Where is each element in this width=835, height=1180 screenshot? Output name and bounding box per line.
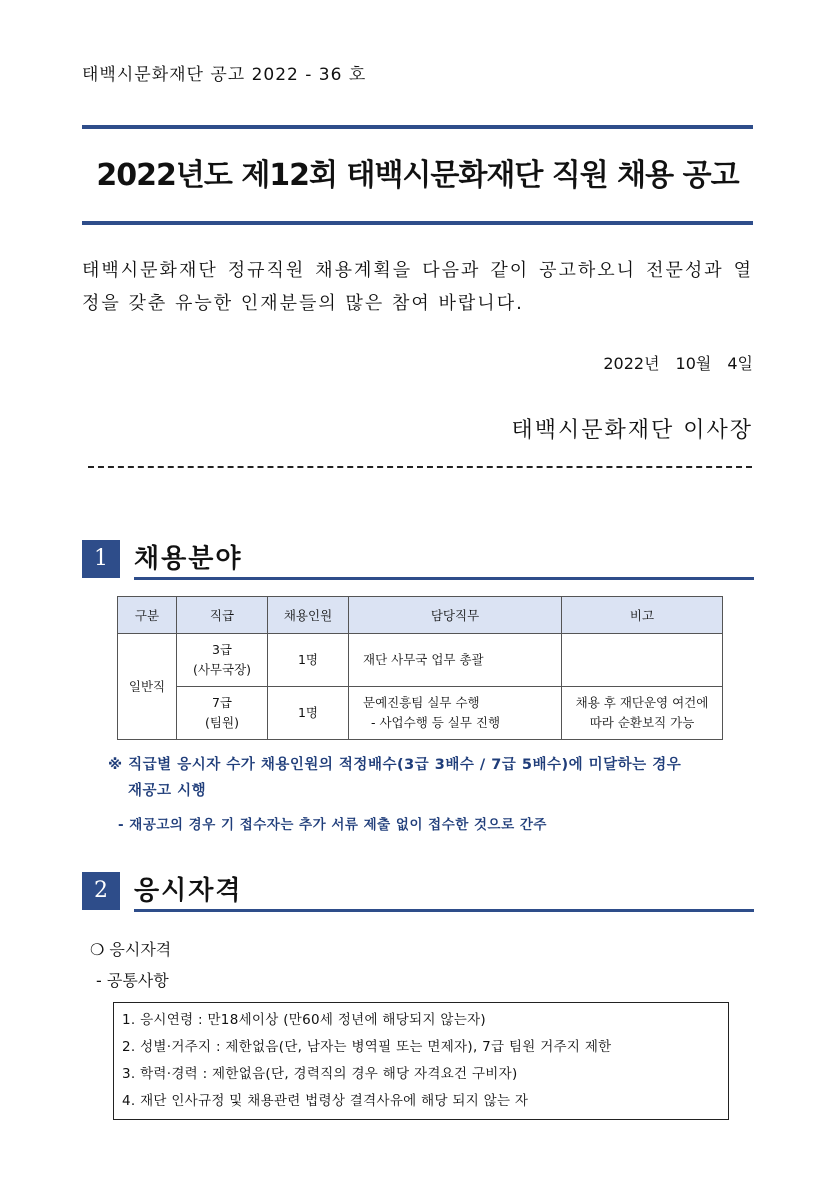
remark-cell <box>562 634 723 687</box>
reannouncement-subnote: - 재공고의 경우 기 접수자는 추가 서류 제출 없이 접수한 것으로 간주 <box>118 817 547 833</box>
section-underline <box>134 909 754 912</box>
count-cell: 1명 <box>268 634 349 687</box>
remark-subtext: 따라 순환보직 가능 <box>589 715 695 730</box>
duty-cell <box>349 687 562 740</box>
notice-number: 태백시문화재단 공고 2022 - 36 호 <box>82 65 367 85</box>
requirement-item: 3. 학력·경력 : 제한없음(단, 경력직의 경우 해당 자격요건 구비자) <box>122 1066 518 1082</box>
requirement-item: 2. 성별·거주지 : 제한없음(단, 남자는 병역필 또는 면제자), 7급 팀원 거주지 제한 <box>122 1039 612 1055</box>
remark-text: 채용 후 재단운영 여건에 <box>575 695 709 710</box>
title-top-rule <box>82 125 753 129</box>
table-header: 채용인원 <box>268 597 349 634</box>
grade-cell <box>177 634 268 687</box>
announcement-date: 2022년 10월 4일 <box>603 354 753 373</box>
table-header: 구분 <box>118 597 177 634</box>
dashed-divider <box>88 466 752 468</box>
note-line: ※ 직급별 응시자 수가 채용인원의 적정배수(3급 3배수 / 7급 5배수)에 미달하는 경우 <box>108 757 682 773</box>
signer: 태백시문화재단 이사장 <box>511 418 753 443</box>
grade-subtext: (사무국장) <box>192 662 252 677</box>
requirement-item: 1. 응시연령 : 만18세이상 (만60세 정년에 해당되지 않는자) <box>122 1012 486 1028</box>
table-header-row <box>118 597 723 634</box>
grade-text: 7급 <box>211 695 233 710</box>
requirement-item: 4. 재단 인사규정 및 채용관련 법령상 결격사유에 해당 되지 않는 자 <box>122 1093 529 1109</box>
intro-text: 태백시문화재단 정규직원 채용계획을 다음과 같이 공고하오니 전문성과 열정을 갖춘 유능한 인재분들의 많은 참여 바랍니다. <box>82 260 753 314</box>
section-number: 2 <box>82 872 120 910</box>
section-number: 1 <box>82 540 120 578</box>
section-title: 채용분야 <box>134 544 243 574</box>
duty-text: 문예진흥팀 실무 수행 <box>363 695 480 710</box>
title-bottom-rule <box>82 221 753 225</box>
grade-cell <box>177 687 268 740</box>
recruitment-table <box>117 596 723 740</box>
remark-cell <box>562 687 723 740</box>
common-requirements-label: - 공통사항 <box>96 971 169 990</box>
qualification-bullet: ❍ 응시자격 <box>90 940 172 959</box>
page-title: 2022년도 제12회 태백시문화재단 직원 채용 공고 <box>96 158 739 193</box>
section-underline <box>134 577 754 580</box>
duty-text: 재단 사무국 업무 총괄 <box>363 652 484 667</box>
table-header: 담당직무 <box>349 597 562 634</box>
note-line: 재공고 시행 <box>128 783 207 799</box>
reannouncement-note <box>108 752 758 804</box>
grade-subtext: (팀원) <box>205 715 239 730</box>
section-2-heading <box>82 872 754 912</box>
duty-subtext: - 사업수행 등 실무 진행 <box>371 715 501 730</box>
table-header: 비고 <box>562 597 723 634</box>
section-1-heading <box>82 540 754 580</box>
count-cell: 1명 <box>268 687 349 740</box>
table-row <box>118 687 723 740</box>
grade-text: 3급 <box>211 642 233 657</box>
category-cell: 일반직 <box>118 634 177 740</box>
table-row <box>118 634 723 687</box>
duty-cell <box>349 634 562 687</box>
requirements-box <box>113 1002 729 1120</box>
section-title: 응시자격 <box>134 876 243 906</box>
table-header: 직급 <box>177 597 268 634</box>
